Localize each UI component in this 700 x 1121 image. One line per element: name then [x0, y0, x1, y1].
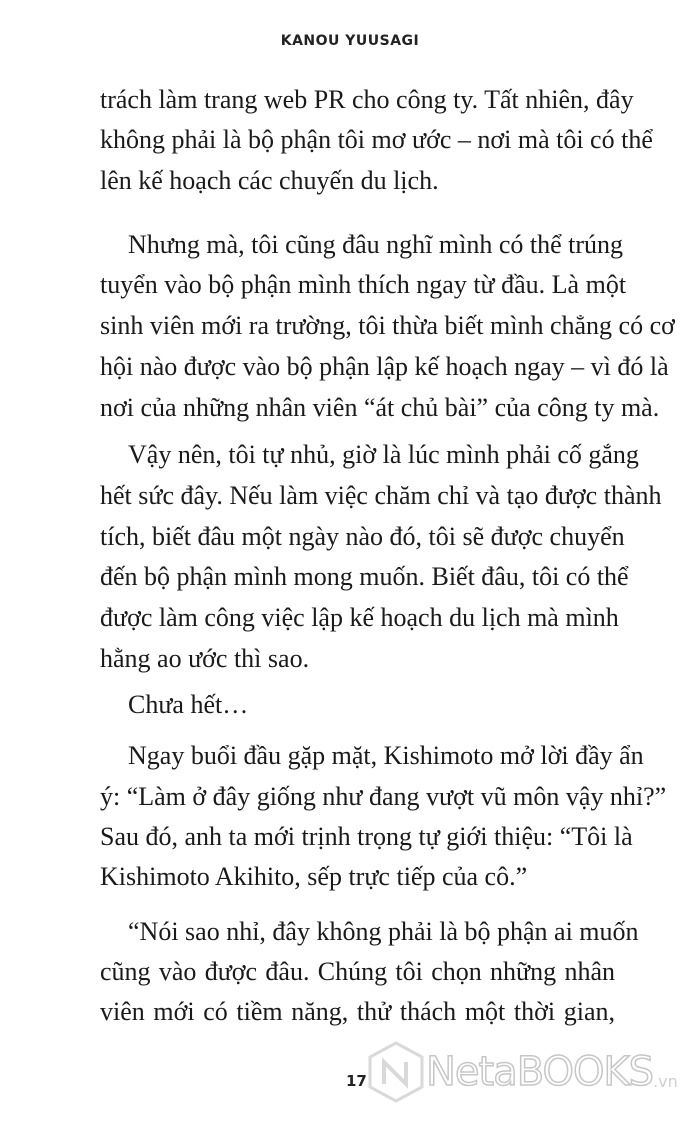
text-line: “Nói sao nhỉ, đây không phải là bộ phận ai muốn: [128, 917, 639, 946]
watermark: [366, 1040, 678, 1104]
text-line: cũng vào được đâu. Chúng tôi chọn những nhân: [100, 957, 615, 986]
text-line: Kishimoto Akihito, sếp trực tiếp của cô.”: [100, 862, 528, 891]
text-line: nơi của những nhân viên “át chủ bài” của công ty mà.: [100, 393, 660, 422]
text-line: Sau đó, anh ta mới trịnh trọng tự giới thiệu: “Tôi là: [100, 822, 633, 851]
text-line: tuyển vào bộ phận mình thích ngay từ đầu. Là một: [100, 270, 627, 299]
running-header: KANOU YUUSAGI: [280, 33, 420, 49]
text-line: sinh viên mới ra trường, tôi thừa biết mình chẳng có cơ: [100, 311, 675, 340]
netabooks-logo-icon: [366, 1040, 426, 1104]
text-line: ý: “Làm ở đây giống như đang vượt vũ môn vậy nhỉ?”: [100, 782, 667, 811]
text-line: hằng ao ước thì sao.: [100, 644, 310, 673]
text-line: đến bộ phận mình mong muốn. Biết đâu, tôi có thể: [100, 562, 629, 591]
text-line: hết sức đây. Nếu làm việc chăm chỉ và tạo được thành: [100, 481, 662, 510]
text-line: Nhưng mà, tôi cũng đâu nghĩ mình có thể trúng: [128, 230, 624, 259]
text-line: viên mới có tiềm năng, thử thách một thời gian,: [100, 997, 615, 1026]
text-line: không phải là bộ phận tôi mơ ước – nơi mà tôi có thể: [100, 125, 653, 154]
text-line: lên kế hoạch các chuyến du lịch.: [100, 166, 439, 195]
text-line: Vậy nên, tôi tự nhủ, giờ là lúc mình phải cố gắng: [128, 440, 639, 469]
text-line: trách làm trang web PR cho công ty. Tất nhiên, đây: [100, 85, 634, 114]
text-line: tích, biết đâu một ngày nào đó, tôi sẽ được chuyển: [100, 522, 625, 551]
text-line: hội nào được vào bộ phận lập kế hoạch ngay – vì đó là: [100, 352, 669, 381]
text-line: được làm công việc lập kế hoạch du lịch mà mình: [100, 603, 619, 632]
watermark-brand: NetaBOOKS: [426, 1049, 654, 1095]
page-number: 17: [346, 1072, 367, 1090]
text-line: Ngay buổi đầu gặp mặt, Kishimoto mở lời đầy ẩn: [128, 741, 644, 770]
watermark-suffix: .vn: [653, 1071, 678, 1091]
text-line: Chưa hết…: [128, 690, 249, 719]
